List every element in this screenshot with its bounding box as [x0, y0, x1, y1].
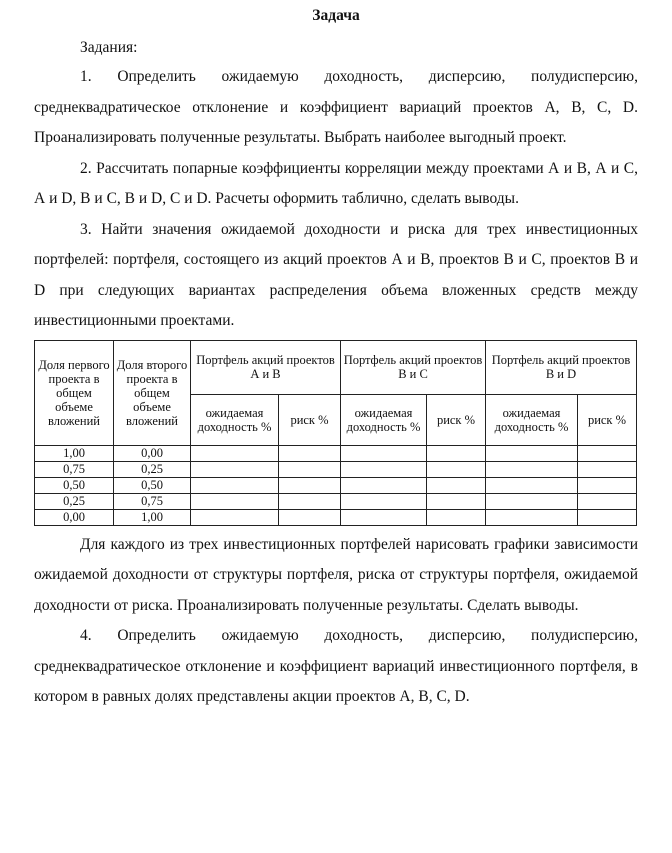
empty-cell [341, 477, 427, 493]
first-share-cell: 0,50 [35, 477, 114, 493]
empty-cell [341, 509, 427, 525]
empty-cell [578, 461, 637, 477]
tasks-heading: Задания: [80, 39, 138, 56]
empty-cell [427, 461, 486, 477]
subheader-return-bc: ожидаемая доходность % [341, 394, 427, 445]
header-first-share: Доля первого проекта в общем объеме вложений [35, 340, 114, 445]
empty-cell [279, 477, 341, 493]
empty-cell [279, 493, 341, 509]
empty-cell [279, 461, 341, 477]
empty-cell [427, 477, 486, 493]
first-share-cell: 0,75 [35, 461, 114, 477]
empty-cell [427, 493, 486, 509]
second-share-cell: 0,75 [114, 493, 191, 509]
empty-cell [279, 445, 341, 461]
header-second-share: Доля второго проекта в общем объеме вложений [114, 340, 191, 445]
second-share-cell: 0,25 [114, 461, 191, 477]
header-portfolio-ab: Портфель акций проектов А и В [191, 340, 341, 394]
second-share-cell: 0,50 [114, 477, 191, 493]
subheader-return-ab: ожидаемая доходность % [191, 394, 279, 445]
first-share-cell: 1,00 [35, 445, 114, 461]
empty-cell [486, 509, 578, 525]
charts-instruction-paragraph: Для каждого из трех инвестиционных портфелей нарисовать графики зависимости ожидаемой доходности от структуры портфеля, риска от структуры портфеля, ожидаемой доходности от риска. Проанализировать полученные результаты. Сделать выводы. [34, 535, 638, 614]
second-share-cell: 1,00 [114, 509, 191, 525]
empty-cell [279, 509, 341, 525]
empty-cell [191, 477, 279, 493]
empty-cell [578, 445, 637, 461]
empty-cell [341, 493, 427, 509]
table-row [35, 477, 637, 493]
empty-cell [341, 445, 427, 461]
header-portfolio-bd: Портфель акций проектов В и D [486, 340, 637, 394]
empty-cell [486, 493, 578, 509]
subheader-return-bd: ожидаемая доходность % [486, 394, 578, 445]
empty-cell [578, 477, 637, 493]
second-share-cell: 0,00 [114, 445, 191, 461]
empty-cell [486, 477, 578, 493]
document-page [34, 0, 638, 713]
empty-cell [578, 493, 637, 509]
header-portfolio-bc: Портфель акций проектов В и С [341, 340, 486, 394]
table-row [35, 445, 637, 461]
empty-cell [191, 461, 279, 477]
task-1-paragraph: 1. Определить ожидаемую доходность, дисперсию, полудисперсию, среднеквадратическое отклонение и коэффициент вариаций проектов А, В, С, D. Проанализировать полученные результаты. Выбрать наиболее выгодный проект. [34, 68, 638, 146]
empty-cell [486, 445, 578, 461]
empty-cell [191, 509, 279, 525]
subheader-risk-ab: риск % [279, 394, 341, 445]
task-4-paragraph: 4. Определить ожидаемую доходность, дисперсию, полудисперсию, среднеквадратическое отклонение и коэффициент вариаций инвестиционного портфеля, в котором в равных долях представлены акции проектов А, В, С, D. [34, 627, 638, 705]
empty-cell [578, 509, 637, 525]
first-share-cell: 0,00 [35, 509, 114, 525]
empty-cell [341, 461, 427, 477]
table-row [35, 509, 637, 525]
document-title: Задача [312, 7, 360, 24]
subheader-risk-bd: риск % [578, 394, 637, 445]
empty-cell [427, 509, 486, 525]
task-2-paragraph: 2. Рассчитать попарные коэффициенты корреляции между проектами А и В, А и С, А и D, В и С, В и D, С и D. Расчеты оформить таблично, сделать выводы. [34, 159, 638, 207]
empty-cell [191, 445, 279, 461]
subheader-risk-bc: риск % [427, 394, 486, 445]
table-row [35, 461, 637, 477]
empty-cell [427, 445, 486, 461]
first-share-cell: 0,25 [35, 493, 114, 509]
portfolio-table [34, 340, 637, 526]
empty-cell [191, 493, 279, 509]
table-row [35, 493, 637, 509]
empty-cell [486, 461, 578, 477]
task-3-paragraph: 3. Найти значения ожидаемой доходности и риска для трех инвестиционных портфелей: портфеля, состоящего из акций проектов А и В, проектов В и С, проектов В и D при следующих вариантах распределения объема вложенных средств между инвестиционными проектами. [34, 220, 638, 329]
